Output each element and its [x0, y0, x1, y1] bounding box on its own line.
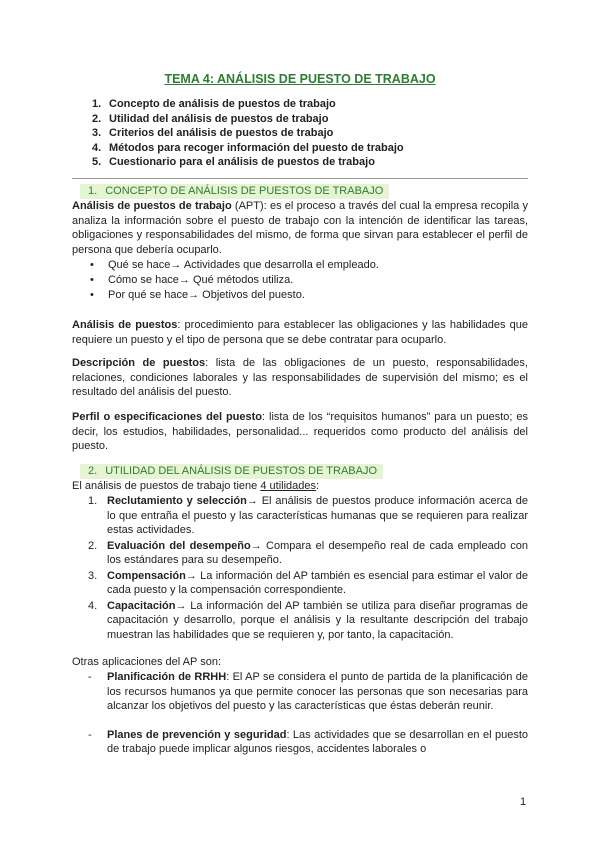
job-analysis-paragraph — [72, 318, 528, 347]
page-number: 1 — [520, 796, 527, 808]
item-text: → Compara el desempeño real de cada empleado con los estándares para su desempeño. — [107, 539, 529, 566]
toc-item-number: 3. — [92, 127, 102, 139]
section-1-heading — [80, 184, 389, 199]
toc-item — [92, 141, 404, 156]
intro-colon: : — [316, 480, 320, 492]
item-number: 1. — [88, 495, 98, 507]
utilities-list — [88, 494, 528, 643]
section-number: 1. — [88, 185, 98, 197]
list-item — [88, 670, 528, 714]
section-number: 2. — [88, 465, 98, 477]
definition-text: (APT): es el proceso a través del cual la empresa recopila y analiza la información sobre el puesto de trabajo con la intención de identificar las tareas, obligaciones y responsabilidades del mismo, de forma que sirvan para establecer el perfil de persona que debería ocuparlo. — [72, 200, 528, 256]
toc-item-number: 1. — [92, 98, 102, 110]
intro-text: El análisis de puestos de trabajo tiene — [72, 480, 261, 492]
item-number: 2. — [88, 539, 98, 552]
utilities-intro — [72, 479, 528, 494]
section-heading-text: UTILIDAD DEL ANÁLISIS DE PUESTOS DE TRABAJO — [105, 465, 378, 477]
item-term: Planificación de RRHH — [107, 671, 227, 683]
definition-text: : lista de las obligaciones de un puesto, responsabilidades, relaciones, condiciones laborales y las responsabilidades de supervisión del mismo; es el resultado del análisis del puesto. — [72, 357, 528, 398]
toc-item — [92, 155, 404, 170]
list-item — [88, 494, 528, 538]
item-text: : El AP se considera el punto de partida de la planificación de los recursos humanos ya que permite conocer las personas que son necesarias para alcanzar los objetivos del puesto y las características que éstas deberán reunir. — [107, 671, 528, 712]
toc-item-label: Cuestionario para el análisis de puestos de trabajo — [109, 156, 375, 168]
toc-item — [92, 97, 404, 112]
list-item — [88, 599, 528, 643]
list-item — [88, 569, 528, 598]
apt-bullet-list — [90, 258, 379, 303]
other-applications-list — [88, 670, 528, 757]
item-text: → El análisis de puestos produce información acerca de lo que entraña el puesto y las características humanas que se requieren para realizar estas actividades. — [107, 495, 528, 536]
item-number: 3. — [88, 569, 98, 582]
page-title: TEMA 4: ANÁLISIS DE PUESTO DE TRABAJO — [164, 72, 436, 86]
job-description-paragraph — [72, 356, 528, 400]
item-text: : Las actividades que se desarrollan en el puesto de trabajo puede implicar algunos riesgos, accidentes laborales o — [107, 728, 528, 755]
toc-item-number: 5. — [92, 156, 102, 168]
item-term: Planes de prevención y seguridad — [107, 728, 287, 741]
list-item — [88, 728, 528, 757]
list-item: • Por qué se hace→ Objetivos del puesto. — [90, 288, 379, 303]
section-heading-text: CONCEPTO DE ANÁLISIS DE PUESTOS DE TRABAJO — [105, 185, 384, 197]
horizontal-divider — [72, 178, 528, 179]
item-dash: - — [88, 728, 92, 741]
job-profile-paragraph — [72, 410, 528, 454]
definition-text: : lista de los “requisitos humanos” para un puesto; es decir, los estudios, habilidades, personalidad... requeridos como producto del análisis del puesto. — [72, 411, 528, 452]
item-term: Capacitación — [107, 599, 176, 612]
table-of-contents — [92, 97, 404, 170]
item-number: 4. — [88, 599, 98, 612]
list-item — [88, 539, 528, 568]
toc-item-number: 4. — [92, 141, 102, 154]
toc-item-label: Métodos para recoger información del puesto de trabajo — [109, 141, 404, 154]
definition-term: Análisis de puestos — [72, 319, 178, 331]
section-2-heading — [80, 464, 383, 479]
item-term: Evaluación del desempeño — [107, 539, 251, 552]
toc-item-label: Criterios del análisis de puestos de trabajo — [109, 127, 334, 139]
item-text: → La información del AP también es esencial para estimar el valor de cada puesto y la compensación correspondiente. — [107, 569, 528, 596]
item-term: Reclutamiento y selección — [107, 495, 247, 507]
toc-item-label: Utilidad del análisis de puestos de trabajo — [109, 112, 329, 125]
toc-item-label: Concepto de análisis de puestos de trabajo — [109, 98, 336, 110]
other-applications-intro: Otras aplicaciones del AP son: — [72, 656, 221, 668]
definition-term: Análisis de puestos de trabajo — [72, 200, 232, 212]
toc-item — [92, 112, 404, 127]
list-item: • Cómo se hace→ Qué métodos utiliza. — [90, 273, 379, 288]
definition-term: Perfil o especificaciones del puesto — [72, 411, 262, 423]
apt-definition-paragraph — [72, 199, 528, 257]
list-item: • Qué se hace→ Actividades que desarrolla el empleado. — [90, 258, 379, 273]
definition-term: Descripción de puestos — [72, 357, 206, 369]
item-text: → La información del AP también se utiliza para diseñar programas de capacitación y desarrollo, porque el análisis y la resultante descripción del trabajo muestran las habilidades que se requieren y, por tanto, la capacitación. — [107, 599, 528, 641]
definition-text: : procedimiento para establecer las obligaciones y las habilidades que requiere un puesto y el tipo de persona que se debe contratar para ocuparlo. — [72, 319, 528, 346]
toc-item — [92, 126, 404, 141]
toc-item-number: 2. — [92, 112, 102, 125]
utilities-count: 4 utilidades — [260, 480, 316, 492]
item-dash: - — [88, 671, 92, 683]
item-term: Compensación — [107, 569, 186, 582]
